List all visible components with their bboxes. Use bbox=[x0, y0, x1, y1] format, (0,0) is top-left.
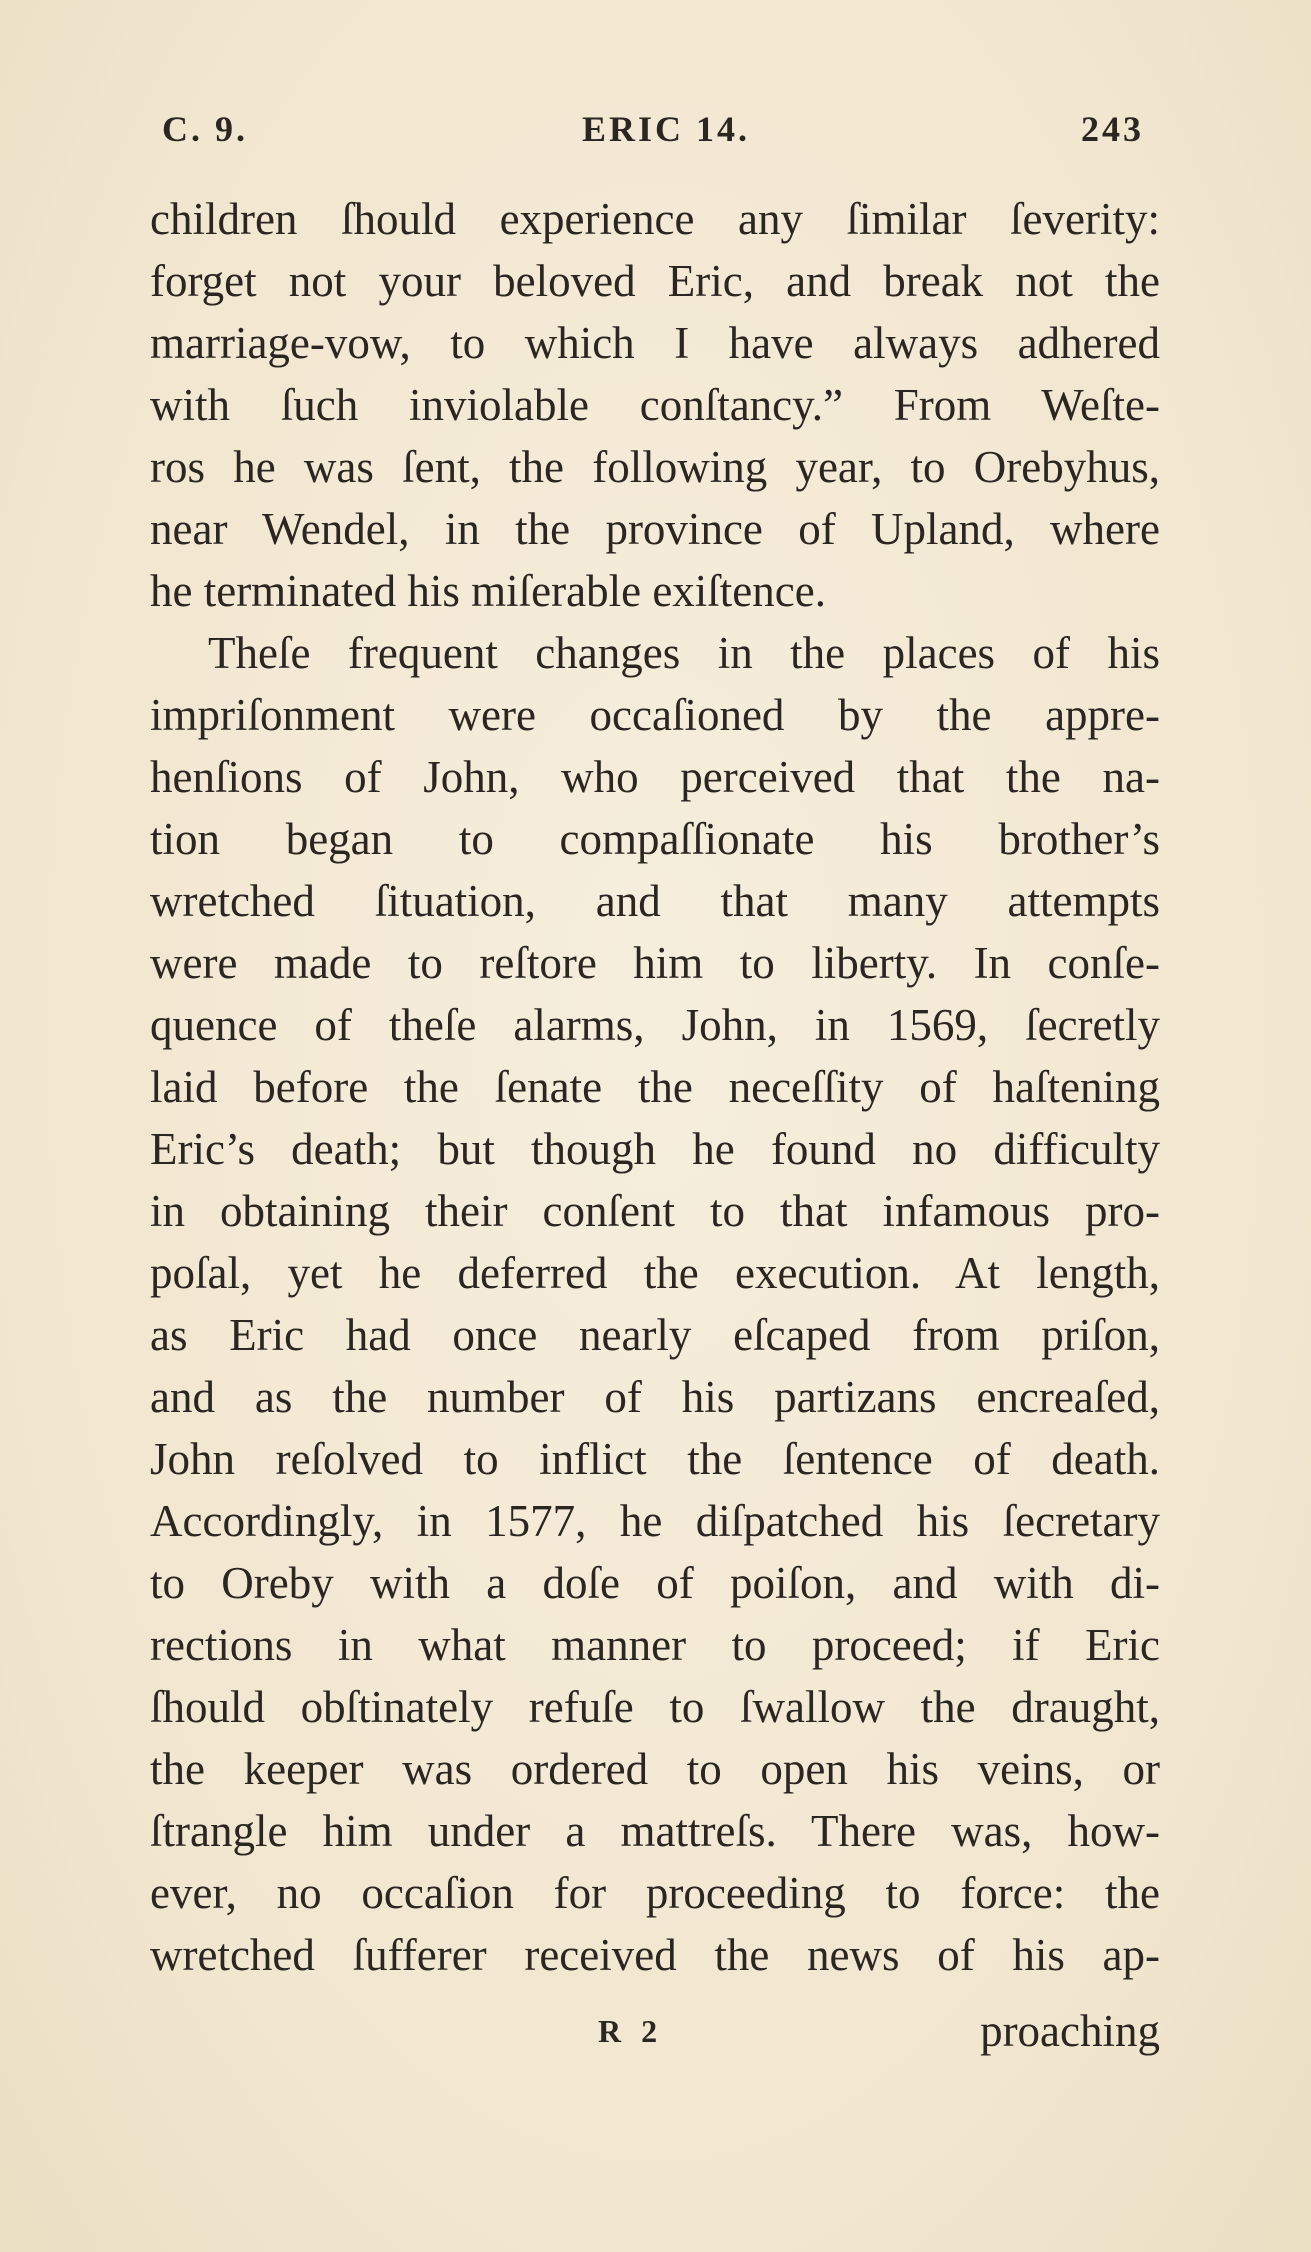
text-line: with ſuch inviolable conſtancy.” From Weſte- bbox=[150, 380, 1160, 430]
running-title: ERIC 14. bbox=[582, 109, 751, 149]
text-line: as Eric had once nearly eſcaped from priſon, bbox=[150, 1310, 1160, 1360]
text-line: henſions of John, who perceived that the na- bbox=[150, 752, 1160, 802]
text-line: forget not your beloved Eric, and break not the bbox=[150, 256, 1160, 306]
text-line: quence of theſe alarms, John, in 1569, ſecretly bbox=[150, 1000, 1160, 1050]
text-line: in obtaining their conſent to that infamous pro- bbox=[150, 1186, 1160, 1236]
text-line: ever, no occaſion for proceeding to force: the bbox=[150, 1868, 1160, 1918]
text-line: Eric’s death; but though he found no difficulty bbox=[150, 1124, 1160, 1174]
text-line: laid before the ſenate the neceſſity of haſtening bbox=[150, 1062, 1160, 1112]
text-line: ſtrangle him under a mattreſs. There was, how- bbox=[150, 1806, 1160, 1856]
text-line: he terminated his miſerable exiſtence. bbox=[150, 566, 826, 616]
page-footer bbox=[150, 2000, 1160, 2062]
text-line: tion began to compaſſionate his brother’s bbox=[150, 814, 1160, 864]
text-line: were made to reſtore him to liberty. In conſe- bbox=[150, 938, 1160, 988]
text-line: marriage-vow, to which I have always adhered bbox=[150, 318, 1160, 368]
text-line: near Wendel, in the province of Upland, where bbox=[150, 504, 1160, 554]
text-line: wretched ſituation, and that many attempts bbox=[150, 876, 1160, 926]
text-line: ros he was ſent, the following year, to Orebyhus, bbox=[150, 442, 1160, 492]
text-line: Accordingly, in 1577, he diſpatched his ſecretary bbox=[150, 1496, 1160, 1546]
page-number: 243 bbox=[1081, 109, 1144, 149]
chapter-reference: C. 9. bbox=[162, 109, 248, 149]
text-line: rections in what manner to proceed; if Eric bbox=[150, 1620, 1160, 1670]
text-line: poſal, yet he deferred the execution. At length, bbox=[150, 1248, 1160, 1298]
text-line: the keeper was ordered to open his veins, or bbox=[150, 1744, 1160, 1794]
running-header bbox=[162, 108, 1144, 158]
text-line: and as the number of his partizans encreaſed, bbox=[150, 1372, 1160, 1422]
text-line: children ſhould experience any ſimilar ſeverity: bbox=[150, 194, 1160, 244]
text-line: John reſolved to inflict the ſentence of death. bbox=[150, 1434, 1160, 1484]
body-text bbox=[150, 188, 1160, 1986]
text-line: impriſonment were occaſioned by the appre- bbox=[150, 690, 1160, 740]
text-line: ſhould obſtinately refuſe to ſwallow the draught, bbox=[150, 1682, 1160, 1732]
text-line: to Oreby with a doſe of poiſon, and with di- bbox=[150, 1558, 1160, 1608]
text-line: Theſe frequent changes in the places of his bbox=[208, 628, 1160, 678]
text-line: wretched ſufferer received the news of his ap- bbox=[150, 1930, 1160, 1980]
signature-mark: R 2 bbox=[598, 2013, 664, 2049]
catchword: proaching bbox=[980, 2006, 1160, 2056]
